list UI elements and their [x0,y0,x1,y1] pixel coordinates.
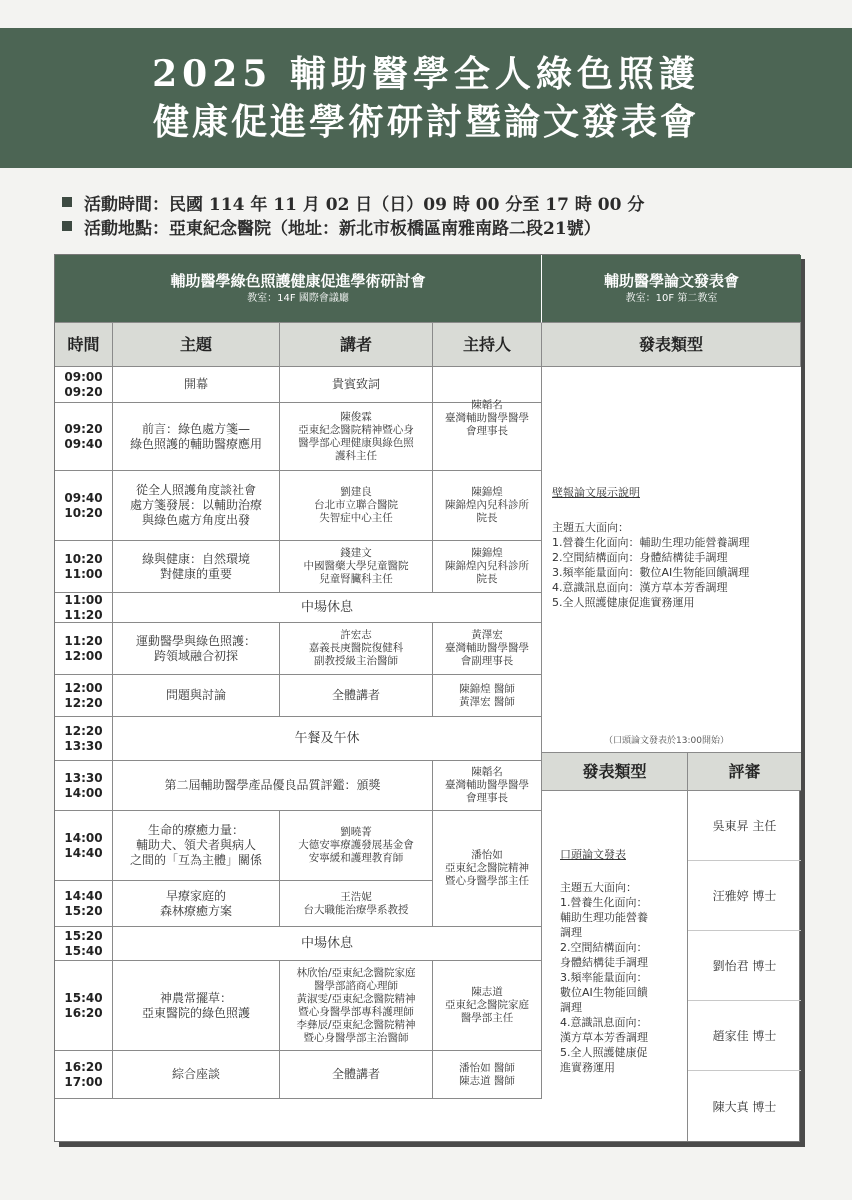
schedule-time: 12:20 13:30 [55,717,113,761]
schedule-topic: 開幕 [113,367,280,403]
schedule-speaker: 許宏志 嘉義長庚醫院復健科 副教授級主治醫師 [280,623,433,675]
schedule-time: 12:00 12:20 [55,675,113,717]
break-label: 午餐及午休 [113,717,542,761]
schedule-topic: 綜合座談 [113,1051,280,1099]
paper-header [542,255,801,323]
event-time: 活動時間：民國 114 年 11 月 02 日（日）09 時 00 分至 17 時 00 分 [84,194,645,215]
reviewer-name: 吳東昇 主任 [688,791,801,861]
oral-line: 輔助生理功能營養 [560,911,648,924]
bullet-square-icon [62,221,72,231]
schedule-time: 14:40 15:20 [55,881,113,927]
title-banner [0,28,852,168]
title-line-2: 健康促進學術研討暨論文發表會 [152,101,699,143]
schedule-speaker: 劉曉菁 大德安寧療護發展基金會 安寧緩和護理教育師 [280,811,433,881]
poster-line: 1.營養生化面向：輔助生理功能營養調理 [552,536,750,549]
poster-line: 4.意識訊息面向：漢方草本芳香調理 [552,581,728,594]
schedule-host: 潘怡如 醫師 陳志道 醫師 [433,1051,542,1099]
reviewer-name: 趙家佳 博士 [688,1001,801,1071]
poster-line: 2.空間結構面向：身體結構徒手調理 [552,551,728,564]
schedule-time: 11:00 11:20 [55,593,113,623]
seminar-room: 教室：14F 國際會議廳 [247,292,349,304]
schedule-topic: 運動醫學與綠色照護： 跨領域融合初探 [113,623,280,675]
oral-line: 漢方草本芳香調理 [560,1031,648,1044]
schedule-time: 16:20 17:00 [55,1051,113,1099]
oral-start-note: （口頭論文發表於13:00開始） [604,736,729,746]
oral-line: 主題五大面向： [560,881,637,894]
break-label: 中場休息 [113,593,542,623]
poster-line: 5.全人照護健康促進實務運用 [552,596,695,609]
schedule-speaker: 全體講者 [280,675,433,717]
col-type: 發表類型 [542,323,801,367]
schedule-speaker: 錢建文 中國醫藥大學兒童醫院 兒童腎臟科主任 [280,541,433,593]
schedule-host: 陳志道 亞東紀念醫院家庭 醫學部主任 [433,961,542,1051]
schedule-time: 14:00 14:40 [55,811,113,881]
oral-line: 1.營養生化面向： [560,896,648,909]
schedule-topic: 問題與討論 [113,675,280,717]
schedule-speaker: 林欣怡/亞東紀念醫院家庭 醫學部諮商心理師 黃淑雯/亞東紀念醫院精神 暨心身醫學部專科護理師 李彝辰/亞東紀念醫院精神 暨心身醫學部主治醫師 [280,961,433,1051]
schedule-speaker: 貴賓致詞 [280,367,433,403]
schedule-time: 09:40 10:20 [55,471,113,541]
oral-line: 調理 [560,1001,582,1014]
schedule-topic: 生命的療癒力量： 輔助犬、領犬者與病人 之間的「互為主體」關係 [113,811,280,881]
schedule-host: 潘怡如 亞東紀念醫院精神 暨心身醫學部主任 [433,811,542,927]
schedule-host: 陳韜名 臺灣輔助醫學醫學 會理事長 [433,761,542,811]
bullet-square-icon [62,197,72,207]
schedule-host: 陳錦煌 陳錦煌內兒科診所 院長 [433,541,542,593]
seminar-title: 輔助醫學綠色照護健康促進學術研討會 [170,271,426,290]
schedule-host: 陳錦煌 陳錦煌內兒科診所 院長 [433,471,542,541]
schedule-topic: 從全人照護角度談社會 處方箋發展：以輔助治療 與綠色處方角度出發 [113,471,280,541]
seminar-header [55,255,542,323]
oral-line: 身體結構徒手調理 [560,956,648,969]
event-info [62,190,822,238]
paper-title: 輔助醫學論文發表會 [603,271,739,290]
reviewer-name: 劉怡君 博士 [688,931,801,1001]
oral-title: 口頭論文發表 [560,848,626,861]
schedule-time: 09:00 09:20 [55,367,113,403]
poster-panel [542,367,801,753]
oral-line: 進實務運用 [560,1061,615,1074]
break-label: 中場休息 [113,927,542,961]
schedule-speaker: 陳俊霖 亞東紀念醫院精神暨心身 醫學部心理健康與綠色照 護科主任 [280,403,433,471]
schedule-speaker: 劉建良 台北市立聯合醫院 失智症中心主任 [280,471,433,541]
schedule-time: 13:30 14:00 [55,761,113,811]
oral-line: 3.頻率能量面向： [560,971,648,984]
reviewer-name: 陳大真 博士 [712,1099,777,1114]
schedule-topic: 神農常擺草： 亞東醫院的綠色照護 [113,961,280,1051]
oral-col-type: 發表類型 [542,753,688,791]
event-location: 活動地點：亞東紀念醫院（地址：新北市板橋區南雅南路二段21號） [84,218,601,239]
schedule-topic: 前言：綠色處方箋— 綠色照護的輔助醫療應用 [113,403,280,471]
paper-room: 教室：10F 第二教室 [625,292,718,304]
oral-line: 5.全人照護健康促 [560,1046,648,1059]
schedule-speaker: 全體講者 [280,1051,433,1099]
schedule-host: 陳錦煌 醫師 黃澤宏 醫師 [433,675,542,717]
schedule-topic: 綠與健康：自然環境 對健康的重要 [113,541,280,593]
col-time: 時間 [55,323,113,367]
oral-line: 調理 [560,926,582,939]
schedule-host [433,881,542,927]
schedule-topic: 早療家庭的 森林療癒方案 [113,881,280,927]
col-speaker: 講者 [280,323,433,367]
schedule-time: 10:20 11:00 [55,541,113,593]
schedule-speaker: 王浩妮 台大職能治療學系教授 [280,881,433,927]
oral-panel [542,791,688,1141]
poster-title: 壁報論文展示說明 [552,486,640,499]
col-topic: 主題 [113,323,280,367]
schedule-host: 黃澤宏 臺灣輔助醫學醫學 會副理事長 [433,623,542,675]
title-line-1: 2025 輔助醫學全人綠色照護 [152,53,700,95]
reviewer-name: 汪雅婷 博士 [688,861,801,931]
oral-line: 數位AI生物能回饋 [560,986,648,999]
schedule-topic: 第二屆輔助醫學產品優良品質評鑑：頒獎 [113,761,433,811]
poster-line: 3.頻率能量面向：數位AI生物能回饋調理 [552,566,750,579]
schedule-time: 11:20 12:00 [55,623,113,675]
schedule-time: 09:20 09:40 [55,403,113,471]
oral-line: 4.意識訊息面向： [560,1016,648,1029]
oral-col-review: 評審 [688,753,801,791]
poster-line: 主題五大面向： [552,521,629,534]
schedule-time: 15:40 16:20 [55,961,113,1051]
oral-line: 2.空間結構面向： [560,941,648,954]
col-host: 主持人 [433,323,542,367]
schedule-host: 陳韜名 臺灣輔助醫學醫學 會理事長 [433,367,542,471]
schedule-table [54,254,800,1142]
schedule-time: 15:20 15:40 [55,927,113,961]
